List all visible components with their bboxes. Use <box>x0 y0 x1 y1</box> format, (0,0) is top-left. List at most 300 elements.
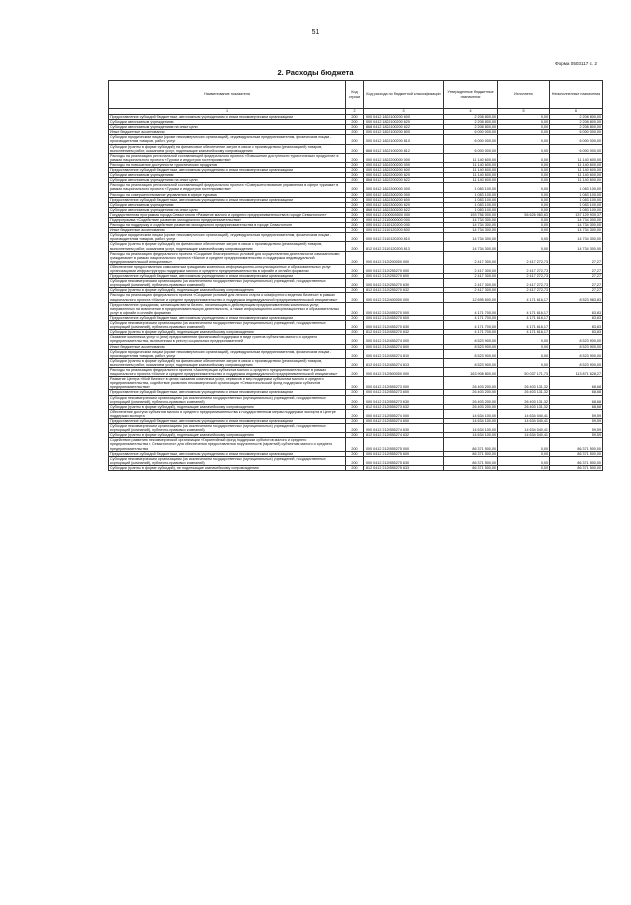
row-executed: 4 171 616,17 <box>498 293 550 302</box>
row-unexecuted: 14 734 300,00 <box>550 228 603 233</box>
table-row <box>109 456 603 465</box>
row-unexecuted: 113 871 628,27 <box>550 367 603 376</box>
row-name: Субсидии автономным учреждениям <box>109 173 346 178</box>
row-approved: 1 083 100,00 <box>444 183 498 192</box>
row-line-code: 200 <box>346 330 364 335</box>
row-line-code: 200 <box>346 302 364 315</box>
row-budget-code: 812 0412 2110120200 813 <box>364 242 444 251</box>
row-line-code: 200 <box>346 315 364 320</box>
row-line-code: 200 <box>346 433 364 438</box>
table-row <box>109 330 603 335</box>
row-approved: 1 083 100,00 <box>444 202 498 207</box>
row-unexecuted: 83,83 <box>550 315 603 320</box>
row-unexecuted: 1 083 100,00 <box>550 202 603 207</box>
row-budget-code: 000 0412 212I555273 630 <box>364 395 444 404</box>
row-name: Субсидии автономным учреждениям на иные цели <box>109 125 346 130</box>
table-row <box>109 183 603 192</box>
row-unexecuted: 83,83 <box>550 302 603 315</box>
row-line-code: 200 <box>346 125 364 130</box>
table-body <box>109 115 603 471</box>
row-name: Предоставление субсидий бюджетным, автономным учреждениям и иным некоммерческим организациям <box>109 197 346 202</box>
row-budget-code: 000 0412 212I200000 000 <box>364 251 444 264</box>
row-executed: 4 171 616,17 <box>498 330 550 335</box>
row-line-code: 200 <box>346 358 364 367</box>
row-unexecuted: 1 083 100,00 <box>550 207 603 212</box>
row-line-code: 200 <box>346 335 364 344</box>
row-unexecuted: 8 523 900,00 <box>550 344 603 349</box>
row-line-code: 200 <box>346 135 364 144</box>
row-approved: 14 734 300,00 <box>444 228 498 233</box>
row-name: Субсидии (гранты в форме субсидий) на финансовое обеспечение затрат в связи с производством (реализацией) товаров, выполнением работ, оказанием услуг, подлежащие казначейскому сопровождению <box>109 242 346 251</box>
row-budget-code: 000 0412 212I555275 630 <box>364 456 444 465</box>
row-unexecuted: 8 523 900,00 <box>550 349 603 358</box>
row-approved: 14 634 100,00 <box>444 419 498 424</box>
row-budget-code: 000 0412 182J300200 600 <box>364 197 444 202</box>
row-budget-code: 000 0412 212I455270 630 <box>364 321 444 330</box>
row-name: Иные бюджетные ассигнования <box>109 344 346 349</box>
row-unexecuted: 14 734 300,00 <box>550 217 603 222</box>
row-name: Обеспечение доступа субъектов малого и среднего предпринимательства к государственным мерам поддержки экспорта в Центре поддержки экспорта <box>109 409 346 418</box>
row-executed: 0,00 <box>498 125 550 130</box>
row-executed: 0,00 <box>498 115 550 120</box>
row-unexecuted: 83,83 <box>550 321 603 330</box>
row-name: Субсидии некоммерческим организациям (за исключением государственных (муниципальных) учреждений, государственных корпораций (компаний), публично-правовых компаний) <box>109 456 346 465</box>
table-row <box>109 144 603 153</box>
row-name: Субсидии некоммерческим организациям (за исключением государственных (муниципальных) учреждений, государственных корпораций (компаний), публично-правовых компаний) <box>109 279 346 288</box>
row-executed: 0,00 <box>498 178 550 183</box>
row-name: Обеспечение предоставления самозанятым гражданам комплекса информационно-консультационных и образовательных услуг организациями инфраструктуры поддержки малого и среднего предпринимательства в офлайн и онлайн форматах <box>109 264 346 273</box>
row-name: Содействие развитию некоммерческой организации «Гарантийный фонд поддержки субъектов малого и среднего предпринимательства г. Севастополя» для обеспечения предоставления поручительств (гарантий) субъектам малого и среднего предпринимательства <box>109 438 346 451</box>
row-line-code: 200 <box>346 192 364 197</box>
table-row <box>109 335 603 344</box>
form-code: Форма 0503117 с. 2 <box>555 61 597 66</box>
row-budget-code: 000 0412 212I555274 630 <box>364 424 444 433</box>
row-approved: 12 695 600,00 <box>444 293 498 302</box>
row-line-code: 200 <box>346 293 364 302</box>
row-budget-code: 000 0412 182J200000 000 <box>364 153 444 162</box>
row-approved: 14 634 100,00 <box>444 433 498 438</box>
table-row <box>109 409 603 418</box>
row-name: Расходы на реализацию федерального проекта «Создание благоприятных условий для осуществления деятельности самозанятыми гражданами» в рамках национального проекта «Малое и среднее предпринимательство и поддержка индивидуальной предпринимательской инициативы» <box>109 251 346 264</box>
row-line-code: 200 <box>346 197 364 202</box>
row-budget-code: 812 0412 212I555273 632 <box>364 404 444 409</box>
row-approved: 2 208 800,00 <box>444 120 498 125</box>
row-unexecuted: 59,59 <box>550 419 603 424</box>
row-name: Предоставление субсидий бюджетным, автономным учреждениям и иным некоммерческим организациям <box>109 390 346 395</box>
row-executed: 0,00 <box>498 465 550 470</box>
row-approved: 2 417 300,00 <box>444 251 498 264</box>
row-line-code: 200 <box>346 242 364 251</box>
row-budget-code: 000 0412 212I255270 000 <box>364 264 444 273</box>
row-line-code: 200 <box>346 120 364 125</box>
row-approved: 11 140 600,00 <box>444 173 498 178</box>
column-number: 1 <box>109 109 346 115</box>
row-approved: 14 634 100,00 <box>444 424 498 433</box>
column-number: 4 <box>444 109 498 115</box>
page-number: 51 <box>311 29 320 36</box>
row-executed: 0,00 <box>498 173 550 178</box>
row-budget-code: 000 0412 212I555274 000 <box>364 409 444 418</box>
row-approved: 4 171 700,00 <box>444 302 498 315</box>
row-approved: 14 734 300,00 <box>444 223 498 228</box>
row-approved: 2 417 300,00 <box>444 264 498 273</box>
row-budget-code: 000 0412 212I455270 600 <box>364 315 444 320</box>
table-row <box>109 274 603 279</box>
row-line-code: 200 <box>346 409 364 418</box>
table-row <box>109 438 603 451</box>
row-executed: 14 634 040,41 <box>498 433 550 438</box>
row-unexecuted: 1 083 100,00 <box>550 192 603 197</box>
row-unexecuted: 27,27 <box>550 274 603 279</box>
row-budget-code: 812 0412 212I255270 632 <box>364 288 444 293</box>
row-approved: 6 000 000,00 <box>444 144 498 153</box>
row-executed: 0,00 <box>498 207 550 212</box>
row-approved: 14 734 300,00 <box>444 233 498 242</box>
row-unexecuted: 14 734 300,00 <box>550 223 603 228</box>
row-unexecuted: 27,27 <box>550 264 603 273</box>
row-executed: 0,00 <box>498 192 550 197</box>
row-unexecuted: 2 208 800,00 <box>550 115 603 120</box>
row-executed: 56 626 060,63 <box>498 212 550 217</box>
row-executed: 0,00 <box>498 344 550 349</box>
row-line-code: 200 <box>346 390 364 395</box>
row-unexecuted: 1 083 100,00 <box>550 197 603 202</box>
row-approved: 86 371 500,00 <box>444 465 498 470</box>
row-line-code: 200 <box>346 438 364 451</box>
row-budget-code: 000 0412 182J300000 000 <box>364 183 444 192</box>
row-unexecuted: 68,68 <box>550 404 603 409</box>
row-unexecuted: 11 140 600,00 <box>550 168 603 173</box>
row-name: Субсидии некоммерческим организациям (за исключением государственных (муниципальных) учреждений, государственных корпораций (компаний), публично-правовых компаний) <box>109 424 346 433</box>
row-line-code: 200 <box>346 251 364 264</box>
row-budget-code: 000 0412 182J100200 800 <box>364 130 444 135</box>
row-executed: 26 403 131,32 <box>498 377 550 390</box>
row-unexecuted: 11 140 600,00 <box>550 178 603 183</box>
row-name: Субсидии некоммерческим организациям (за исключением государственных (муниципальных) учреждений, государственных корпораций (компаний), публично-правовых компаний) <box>109 321 346 330</box>
row-budget-code: 000 0412 212I400000 000 <box>364 293 444 302</box>
table-row <box>109 302 603 315</box>
row-approved: 11 140 600,00 <box>444 162 498 167</box>
header-unexecuted: Неисполненные назначения <box>550 81 603 109</box>
row-executed: 26 403 131,32 <box>498 395 550 404</box>
row-executed: 4 171 616,17 <box>498 302 550 315</box>
row-unexecuted: 6 000 000,00 <box>550 144 603 153</box>
header-line-code: Код строки <box>346 81 364 109</box>
row-budget-code: 812 0412 212I555275 633 <box>364 465 444 470</box>
row-line-code: 200 <box>346 395 364 404</box>
row-budget-code: 000 0412 212I555274 600 <box>364 419 444 424</box>
table-row <box>109 433 603 438</box>
row-approved: 4 171 700,00 <box>444 330 498 335</box>
row-approved: 1 083 100,00 <box>444 192 498 197</box>
row-line-code: 200 <box>346 367 364 376</box>
row-line-code: 200 <box>346 349 364 358</box>
row-line-code: 200 <box>346 202 364 207</box>
table-row <box>109 358 603 367</box>
row-name: Субсидии автономным учреждениям <box>109 120 346 125</box>
row-unexecuted: 59,59 <box>550 424 603 433</box>
row-name: Субсидии (гранты в форме субсидий), подлежащие казначейскому сопровождению <box>109 288 346 293</box>
row-line-code: 200 <box>346 321 364 330</box>
row-executed: 2 417 272,73 <box>498 274 550 279</box>
row-unexecuted: 2 208 800,00 <box>550 125 603 130</box>
row-name: Предоставление субсидий бюджетным, автономным учреждениям и иным некоммерческим организациям <box>109 115 346 120</box>
column-number: 5 <box>498 109 550 115</box>
row-line-code: 200 <box>346 223 364 228</box>
row-name: Расходы на реализацию федерального проекта «Создание условий для легкого старта и комфортного ведения бизнеса» в рамках национального проекта «Малое и среднее предпринимательство и поддержка индивидуальной предпринимательской инициативы» <box>109 293 346 302</box>
table-row <box>109 424 603 433</box>
row-approved: 11 140 600,00 <box>444 178 498 183</box>
row-line-code: 200 <box>346 217 364 222</box>
row-name: Расходы на реализацию федерального проекта «Акселерация субъектов малого и среднего предпринимательства» в рамках национального проекта «Малое и среднее предпринимательство и поддержка индивидуальной предпринимательской инициативы» <box>109 367 346 376</box>
row-executed: 0,00 <box>498 242 550 251</box>
row-budget-code: 000 0412 212I455274 810 <box>364 349 444 358</box>
row-line-code: 200 <box>346 264 364 273</box>
expenditure-table <box>108 80 603 471</box>
row-name: Субсидии (гранты в форме субсидий), подлежащие казначейскому сопровождению <box>109 433 346 438</box>
row-unexecuted: 14 734 300,00 <box>550 242 603 251</box>
row-line-code: 200 <box>346 207 364 212</box>
row-approved: 193 756 000,00 <box>444 212 498 217</box>
row-executed: 0,00 <box>498 451 550 456</box>
row-executed: 4 171 616,17 <box>498 321 550 330</box>
row-name: Предоставление субсидий бюджетным, автономным учреждениям и иным некоммерческим организациям <box>109 168 346 173</box>
row-unexecuted: 68,68 <box>550 390 603 395</box>
row-budget-code: 000 0412 2110000000 000 <box>364 217 444 222</box>
row-executed: 2 417 272,73 <box>498 279 550 288</box>
row-unexecuted: 6 000 000,00 <box>550 135 603 144</box>
row-approved: 8 523 900,00 <box>444 335 498 344</box>
row-line-code: 200 <box>346 173 364 178</box>
row-budget-code: 868 0412 182J100200 812 <box>364 144 444 153</box>
row-unexecuted: 27,27 <box>550 288 603 293</box>
row-executed: 4 171 616,17 <box>498 315 550 320</box>
row-name: Подпрограмма «Содействие развитию молодежного предпринимательства» <box>109 217 346 222</box>
row-executed: 0,00 <box>498 228 550 233</box>
row-name: Субсидии (гранты в форме субсидий), не подлежащие казначейскому сопровождению <box>109 465 346 470</box>
row-executed: 0,00 <box>498 233 550 242</box>
row-approved: 26 403 200,00 <box>444 377 498 390</box>
row-line-code: 200 <box>346 465 364 470</box>
row-name: Оказание комплекса услуг и (или) предоставление финансовой поддержки в виде грантов субъектам малого и среднего предпринимательства, включенным в реестр социальных предпринимателей <box>109 335 346 344</box>
row-name: Расходы на реализацию региональной составляющей федерального проекта «Совершенствование управления в сфере туризма» в рамках национального проекта «Туризм и индустрия гостеприимства» <box>109 183 346 192</box>
row-unexecuted: 27,27 <box>550 251 603 264</box>
row-approved: 163 908 800,00 <box>444 367 498 376</box>
row-executed: 0,00 <box>498 217 550 222</box>
row-budget-code: 868 0412 182J200200 622 <box>364 178 444 183</box>
row-line-code: 200 <box>346 130 364 135</box>
row-executed: 0,00 <box>498 162 550 167</box>
row-executed: 0,00 <box>498 153 550 162</box>
row-unexecuted: 1 083 100,00 <box>550 183 603 192</box>
row-budget-code: 000 0412 2100000000 000 <box>364 212 444 217</box>
table-row <box>109 321 603 330</box>
row-name: Субсидии автономным учреждениям <box>109 202 346 207</box>
row-name: Предоставление субсидий бюджетным, автономным учреждениям и иным некоммерческим организациям <box>109 315 346 320</box>
expenditure-table-container <box>108 80 602 471</box>
row-name: Субсидии (гранты в форме субсидий) на финансовое обеспечение затрат в связи с производством (реализацией) товаров, выполнением работ, оказанием услуг, подлежащие казначейскому сопровождению <box>109 358 346 367</box>
table-row <box>109 349 603 358</box>
row-executed: 14 634 040,41 <box>498 409 550 418</box>
header-name: Наименование показателя <box>109 81 346 109</box>
row-line-code: 200 <box>346 162 364 167</box>
row-budget-code: 000 0412 182J100200 810 <box>364 135 444 144</box>
table-row <box>109 377 603 390</box>
row-name: Субсидии юридическим лицам (кроме некоммерческих организаций), индивидуальным предпринимателям, физическим лицам - производителям товаров, работ, услуг <box>109 233 346 242</box>
column-number: 3 <box>364 109 444 115</box>
header-approved: Утвержденные бюджетные назначения <box>444 81 498 109</box>
row-approved: 8 523 900,00 <box>444 349 498 358</box>
row-executed: 0,00 <box>498 438 550 451</box>
row-approved: 6 000 000,00 <box>444 135 498 144</box>
row-approved: 86 371 500,00 <box>444 451 498 456</box>
row-unexecuted: 59,59 <box>550 433 603 438</box>
header-executed: Исполнено <box>498 81 550 109</box>
row-budget-code: 000 0412 212I255270 600 <box>364 274 444 279</box>
row-budget-code: 000 0412 212I455270 000 <box>364 302 444 315</box>
row-name: Иные бюджетные ассигнования <box>109 228 346 233</box>
row-approved: 14 634 100,00 <box>444 409 498 418</box>
row-budget-code: 868 0412 182J100200 622 <box>364 125 444 130</box>
row-name: Субсидии некоммерческим организациям (за исключением государственных (муниципальных) учреждений, государственных корпораций (компаний), публично-правовых компаний) <box>109 395 346 404</box>
row-executed: 0,00 <box>498 183 550 192</box>
row-unexecuted: 11 140 600,00 <box>550 153 603 162</box>
row-approved: 2 208 800,00 <box>444 125 498 130</box>
row-executed: 0,00 <box>498 197 550 202</box>
row-approved: 6 000 000,00 <box>444 130 498 135</box>
column-number: 6 <box>550 109 603 115</box>
row-line-code: 200 <box>346 279 364 288</box>
row-approved: 86 371 500,00 <box>444 438 498 451</box>
row-approved: 14 734 300,00 <box>444 242 498 251</box>
row-line-code: 200 <box>346 377 364 390</box>
row-name: Государственная программа города Севастополя «Развитие малого и среднего предпринимательства в городе Севастополе» <box>109 212 346 217</box>
row-executed: 0,00 <box>498 120 550 125</box>
row-approved: 2 417 300,00 <box>444 279 498 288</box>
row-executed: 2 417 272,73 <box>498 251 550 264</box>
row-executed: 0,00 <box>498 135 550 144</box>
table-row <box>109 390 603 395</box>
table-row <box>109 212 603 217</box>
row-budget-code: 000 0412 182J100200 600 <box>364 115 444 120</box>
row-budget-code: 000 0412 182J200200 620 <box>364 173 444 178</box>
row-approved: 1 083 100,00 <box>444 197 498 202</box>
row-executed: 50 037 171,73 <box>498 367 550 376</box>
row-line-code: 200 <box>346 419 364 424</box>
row-executed: 0,00 <box>498 144 550 153</box>
row-budget-code: 868 0412 182J300200 622 <box>364 207 444 212</box>
table-row <box>109 233 603 242</box>
row-name: Субсидии (гранты в форме субсидий), подлежащие казначейскому сопровождению <box>109 404 346 409</box>
section-title: 2. Расходы бюджета <box>277 68 354 77</box>
row-budget-code: 000 0412 182J100200 620 <box>364 120 444 125</box>
row-budget-code: 000 0412 182J300200 000 <box>364 192 444 197</box>
row-approved: 1 083 100,00 <box>444 207 498 212</box>
row-executed: 26 403 131,32 <box>498 390 550 395</box>
row-name: Субсидии (гранты в форме субсидий) на финансовое обеспечение затрат в связи с производством (реализацией) товаров, выполнением работ, оказанием услуг, подлежащие казначейскому сопровождению <box>109 144 346 153</box>
row-line-code: 200 <box>346 212 364 217</box>
row-line-code: 200 <box>346 183 364 192</box>
row-unexecuted: 8 523 983,83 <box>550 293 603 302</box>
table-row <box>109 135 603 144</box>
row-name: Расходы на реализацию региональной составляющей федерального проекта «Повышение доступности туристических продуктов» в рамках национального проекта «Туризм и индустрия гостеприимства» <box>109 153 346 162</box>
row-line-code: 200 <box>346 274 364 279</box>
row-unexecuted: 86 371 500,00 <box>550 456 603 465</box>
row-unexecuted: 8 523 900,00 <box>550 358 603 367</box>
row-budget-code: 000 0412 212I555275 600 <box>364 451 444 456</box>
table-row <box>109 395 603 404</box>
row-executed: 0,00 <box>498 202 550 207</box>
table-row <box>109 264 603 273</box>
row-budget-code: 000 0412 212I455274 800 <box>364 344 444 349</box>
row-line-code: 200 <box>346 153 364 162</box>
row-approved: 8 523 900,00 <box>444 358 498 367</box>
row-unexecuted: 137 129 939,37 <box>550 212 603 217</box>
row-unexecuted: 2 208 800,00 <box>550 120 603 125</box>
row-name: Развитие Центра «Мой бизнес» в целях оказания комплекса услуг, сервисов и мер поддержки субъектам малого и среднего предпринимательства, содействие развитию некоммерческой организации «Севастопольский фонд поддержки субъектов предпринимательства» <box>109 377 346 390</box>
row-unexecuted: 14 734 300,00 <box>550 233 603 242</box>
row-name: Расходы на поддержку и содействие развитию молодежного предпринимательства в городе Севастополе <box>109 223 346 228</box>
table-row <box>109 242 603 251</box>
row-budget-code: 000 0412 212I555275 000 <box>364 438 444 451</box>
row-unexecuted: 11 140 600,00 <box>550 162 603 167</box>
row-name: Субсидии автономным учреждениям на иные цели <box>109 178 346 183</box>
row-executed: 0,00 <box>498 349 550 358</box>
row-line-code: 200 <box>346 404 364 409</box>
row-approved: 2 208 800,00 <box>444 115 498 120</box>
row-budget-code: 812 0412 212I555274 632 <box>364 433 444 438</box>
row-unexecuted: 59,59 <box>550 409 603 418</box>
row-line-code: 200 <box>346 144 364 153</box>
row-line-code: 200 <box>346 288 364 293</box>
row-line-code: 200 <box>346 115 364 120</box>
row-budget-code: 812 0412 212I455270 632 <box>364 330 444 335</box>
row-approved: 11 140 600,00 <box>444 168 498 173</box>
row-budget-code: 000 0412 182J200200 000 <box>364 162 444 167</box>
row-approved: 11 140 600,00 <box>444 153 498 162</box>
table-row <box>109 279 603 288</box>
table-row <box>109 288 603 293</box>
row-line-code: 200 <box>346 344 364 349</box>
table-row <box>109 404 603 409</box>
row-unexecuted: 83,83 <box>550 330 603 335</box>
row-approved: 26 403 200,00 <box>444 404 498 409</box>
table-row <box>109 315 603 320</box>
row-approved: 4 171 700,00 <box>444 321 498 330</box>
row-budget-code: 000 0412 2110120200 810 <box>364 233 444 242</box>
row-executed: 2 417 272,73 <box>498 288 550 293</box>
header-row <box>109 81 603 109</box>
row-executed: 0,00 <box>498 130 550 135</box>
row-name: Иные бюджетные ассигнования <box>109 130 346 135</box>
table-row <box>109 367 603 376</box>
row-name: Предоставление субсидий бюджетным, автономным учреждениям и иным некоммерческим организациям <box>109 274 346 279</box>
row-budget-code: 000 0412 212I455274 000 <box>364 335 444 344</box>
row-executed: 26 403 131,32 <box>498 404 550 409</box>
row-executed: 14 634 040,41 <box>498 424 550 433</box>
row-budget-code: 000 0412 212I555273 000 <box>364 377 444 390</box>
row-name: Расходы на повышение доступности туристических продуктов <box>109 162 346 167</box>
row-executed: 0,00 <box>498 223 550 228</box>
row-unexecuted: 11 140 600,00 <box>550 173 603 178</box>
row-budget-code: 000 0412 212I555273 600 <box>364 390 444 395</box>
row-unexecuted: 6 000 000,00 <box>550 130 603 135</box>
row-line-code: 200 <box>346 233 364 242</box>
row-unexecuted: 86 371 500,00 <box>550 465 603 470</box>
row-approved: 26 403 200,00 <box>444 395 498 404</box>
row-line-code: 200 <box>346 451 364 456</box>
column-number: 2 <box>346 109 364 115</box>
